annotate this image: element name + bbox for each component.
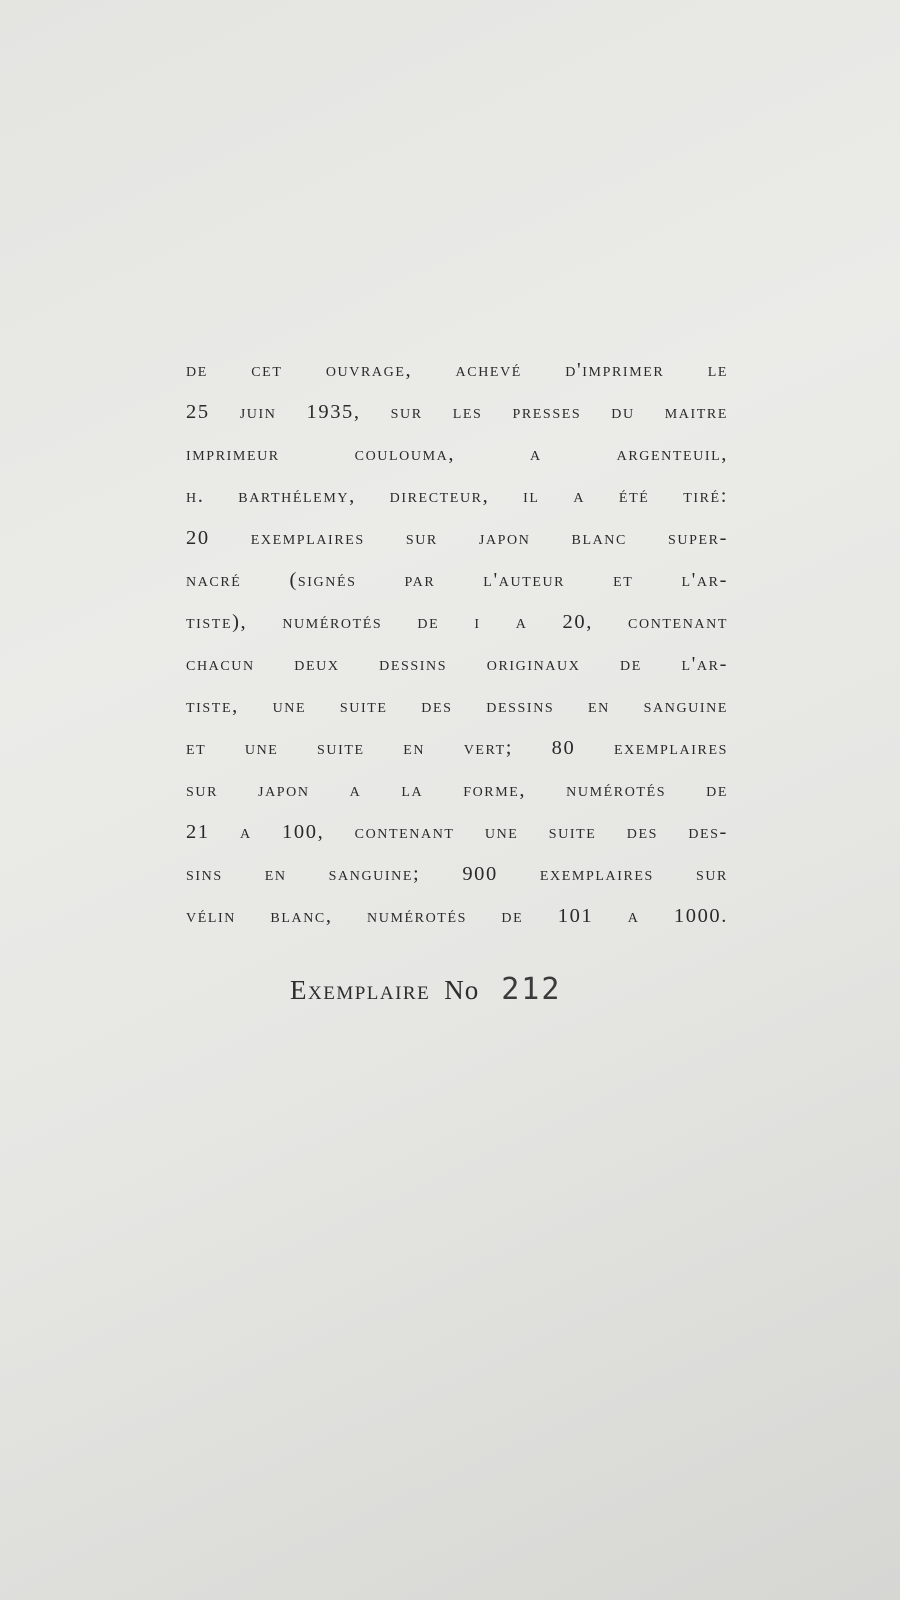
copy-number: 212: [501, 972, 562, 1007]
colophon-line-8: chacun deux dessins originaux de l'ar-: [186, 653, 728, 675]
colophon-line-3: imprimeur coulouma, a argenteuil,: [186, 443, 728, 465]
colophon-line-7: tiste), numérotés de i a 20, contenant: [186, 611, 728, 633]
colophon-line-9: tiste, une suite des dessins en sanguine: [186, 695, 728, 717]
copy-number-line: [290, 972, 630, 1022]
colophon-line-13: sins en sanguine; 900 exemplaires sur: [186, 863, 728, 885]
colophon-text: [186, 349, 728, 937]
colophon-line-2: 25 juin 1935, sur les presses du maitre: [186, 401, 728, 423]
colophon-line-1: de cet ouvrage, achevé d'imprimer le: [186, 359, 728, 381]
colophon-line-14: vélin blanc, numérotés de 101 a 1000.: [186, 905, 728, 927]
colophon-line-4: h. barthélemy, directeur, il a été tiré:: [186, 485, 728, 507]
copy-label: Exemplaire: [290, 975, 431, 1005]
colophon-line-12: 21 a 100, contenant une suite des des-: [186, 821, 728, 843]
colophon-line-6: nacré (signés par l'auteur et l'ar-: [186, 569, 728, 591]
number-sign: No: [444, 975, 480, 1005]
colophon-line-11: sur japon a la forme, numérotés de: [186, 779, 728, 801]
colophon-line-10: et une suite en vert; 80 exemplaires: [186, 737, 728, 759]
colophon-line-5: 20 exemplaires sur japon blanc super-: [186, 527, 728, 549]
